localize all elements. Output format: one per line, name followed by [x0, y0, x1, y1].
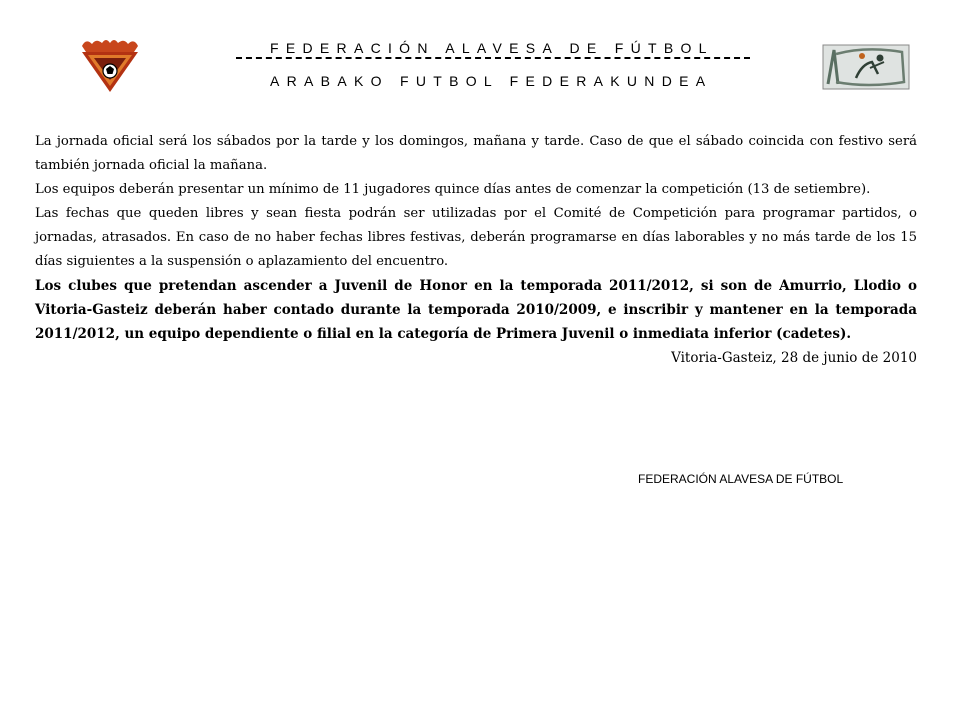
paragraph-fechas: Las fechas que queden libres y sean fiesta podrán ser utilizadas por el Comité de Competición para programar partidos, o jornadas, atrasados. En caso de no haber fechas libres festivas, deberán programarse en días laborables y no más tarde de los 15 días siguientes a la suspensión o aplazamiento del encuentro.: [35, 206, 917, 269]
header-title-es: FEDERACIÓN ALAVESA DE FÚTBOL: [270, 40, 714, 56]
paragraph-equipos: Los equipos deberán presentar un mínimo de 11 jugadores quince días antes de comenzar la competición (13 de setiembre).: [35, 182, 871, 197]
letterhead: [0, 0, 960, 110]
document-body: [35, 130, 917, 370]
header-divider: [236, 57, 750, 59]
header-title-eu: ARABAKO FUTBOL FEDERAKUNDEA: [270, 73, 713, 89]
paragraph-jornada: La jornada oficial será los sábados por la tarde y los domingos, mañana y tarde. Caso de que el sábado coincida con festivo será también jornada oficial la mañana.: [35, 134, 917, 173]
football-player-logo-icon: [822, 44, 910, 90]
federation-crest-icon: [76, 38, 144, 92]
signature: FEDERACIÓN ALAVESA DE FÚTBOL: [638, 472, 844, 486]
date-line: Vitoria-Gasteiz, 28 de junio de 2010: [671, 350, 917, 366]
paragraph-ascenso: Los clubes que pretendan ascender a Juvenil de Honor en la temporada 2011/2012, si son de Amurrio, Llodio o Vitoria-Gasteiz deberán haber contado durante la temporada 2010/2009, e inscribir y mantener en la temporada 2011/2012, un equipo dependiente o filial en la categoría de Primera Juvenil o inmediata inferior (cadetes).: [35, 278, 917, 342]
